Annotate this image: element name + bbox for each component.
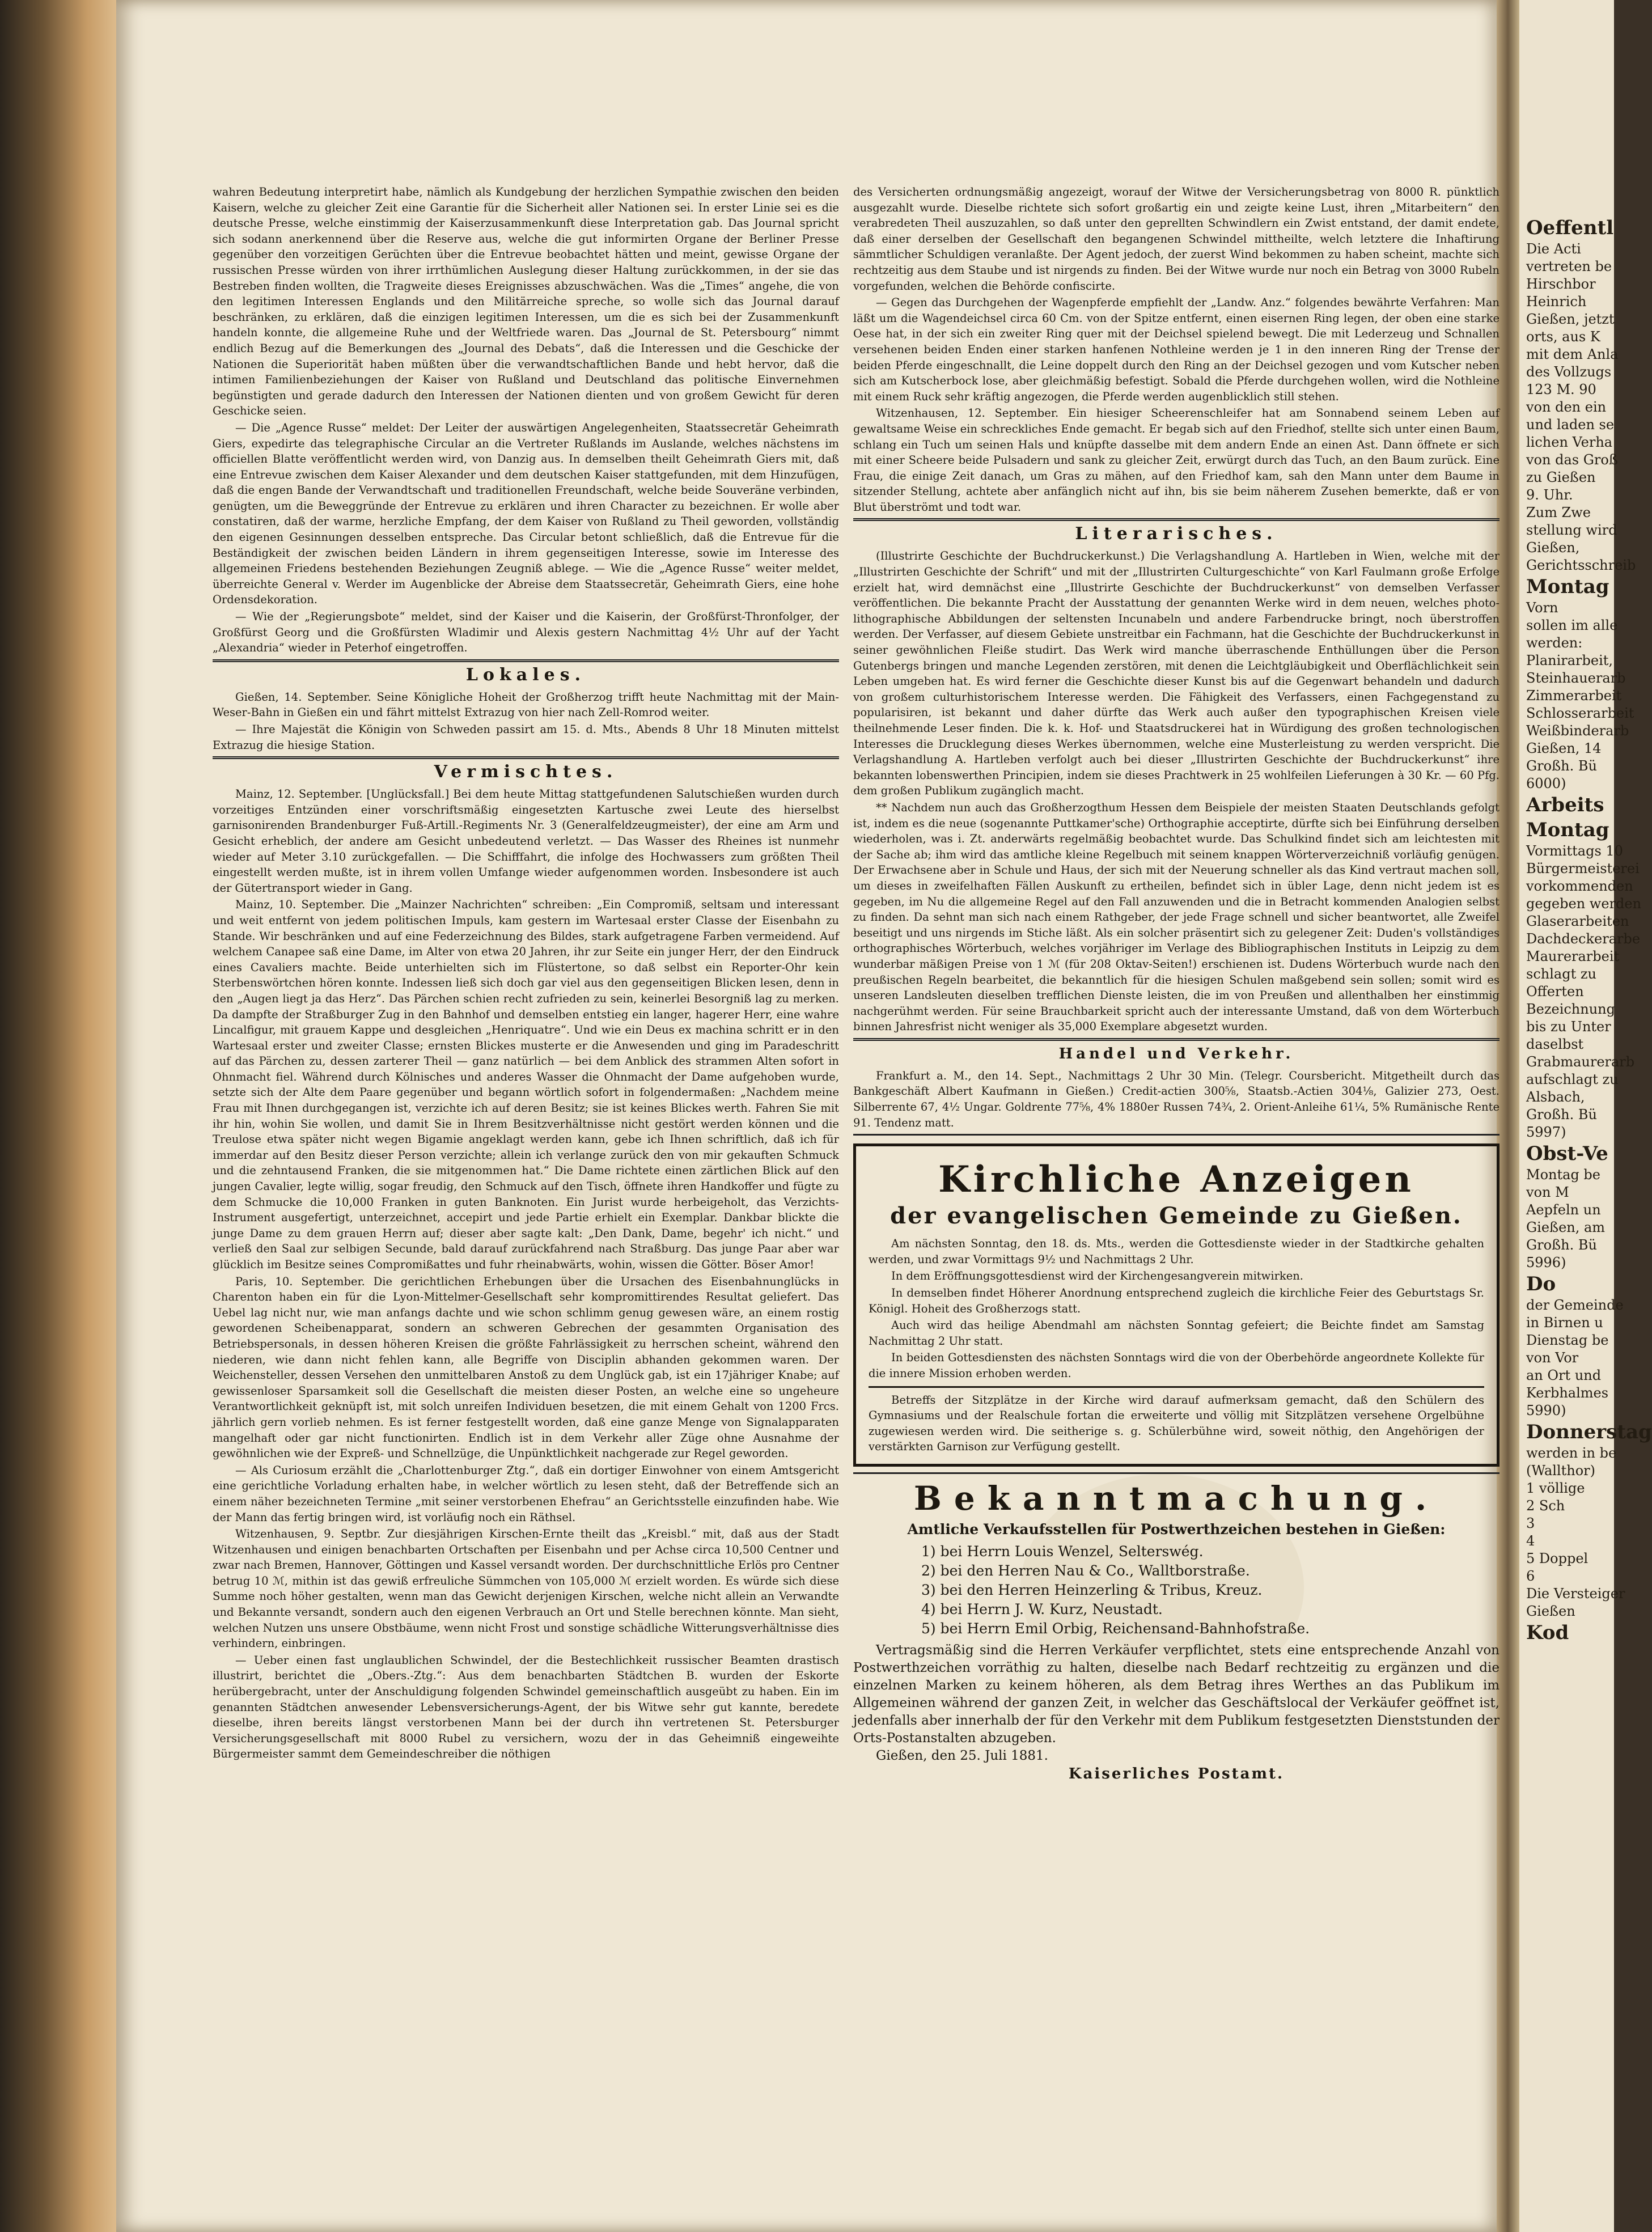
adjacent-page-line: Hirschbor — [1526, 276, 1596, 292]
adjacent-page-line: Schlosserarbeit — [1526, 705, 1634, 721]
adjacent-page-line: Alsbach, — [1526, 1089, 1585, 1105]
article-paragraph: — Ueber einen fast unglaublichen Schwindel, der die Bestechlichkeit russischer Beamten drastisch illustrirt, berichtet die „Obers.-Ztg.“: Aus dem benachbarten Städtchen B. wurden der Eskorte herübergebracht, unter der Anschuldigung folgenden Schwindel gemeinschaftlich ausgeübt zu haben. Ein im genannten Städtchen anwesender Lebensversicherungs-Agent, der bis Witwe sehr gut kannte, beredete dieselbe, ihren bereits längst verstorbenen Mann bei der durch ihn vertretenen St. Petersburger Versicherungsgesellschaft mit 8000 Rubel zu versichern, wozu der in das Geheimniß eingeweihte Bürgermeister sammt dem Gemeindeschreiber die nöthigen — [213, 1653, 839, 1761]
adjacent-page-line: orts, aus K — [1526, 329, 1600, 345]
adjacent-page-line: Großh. Bü — [1526, 1107, 1597, 1123]
adjacent-page-line: lichen Verha — [1526, 434, 1613, 450]
adjacent-page-line: 9. Uhr. — [1526, 487, 1573, 503]
article-paragraph: — Gegen das Durchgehen der Wagenpferde empfiehlt der „Landw. Anz.“ folgendes bewährte Verfahren: Man läßt um die Wagendeichsel circa 60 Cm. von der Spitze entfernt, einen eisernen Ring legen, der oben eine starke Oese hat, in der sich ein zweiter Ring quer mit der Deichsel spielend bewegt. Die mit Lederzeug und Schnallen versehenen beiden Enden einer starken hanfenen Nothleine werden je 1 in den inneren Ring der Trense der beiden Pferde eingeschnallt, die Leine doppelt durch den Ring an der Deichsel gezogen und vom Kutscher neben sich am Kutscherbock lose, aber gleichmäßig befestigt. Sobald die Pferde durchgehen wollen, wird die Nothleine mit einem Ruck sehr kräftig angezogen, die Pferde werden augenblicklich still stehen. — [853, 296, 1499, 403]
adjacent-page-line: Montag — [1526, 819, 1609, 841]
adjacent-page-line: von den ein — [1526, 399, 1607, 415]
section-title-lokales: Lokales. — [465, 664, 586, 685]
adjacent-page-line: gegeben werden — [1526, 896, 1642, 912]
adjacent-page-line: 5 Doppel — [1526, 1551, 1589, 1566]
adjacent-page-line: Zum Zwe — [1526, 505, 1591, 520]
section-title-handel: Handel und Verkehr. — [1058, 1045, 1294, 1062]
notice-title: Bekanntmachung. — [913, 1479, 1439, 1518]
adjacent-page-line: von M — [1526, 1184, 1569, 1200]
adjacent-page-line: 6 — [1526, 1568, 1535, 1584]
adjacent-page-line: Kod — [1526, 1621, 1569, 1644]
right-column — [853, 184, 1499, 1782]
announcement-paragraph: In beiden Gottesdiensten des nächsten Sonntags wird die von der Oberbehörde angeordnete Kollekte für die innere Mission erhoben werden. — [869, 1351, 1484, 1380]
article-paragraph: Witzenhausen, 12. September. Ein hiesiger Scheerenschleifer hat am Sonnabend seinem Leben auf gewaltsame Weise ein schreckliches Ende gemacht. Er begab sich auf den Friedhof, stellte sich unter einen Baum, schlang ein Tuch um seinen Hals und knüpfte dasselbe mit dem andern Ende an einen Ast. Dann öffnete er sich mit einer Scheere beide Pulsadern und sank zu gleicher Zeit, erwürgt durch das Tuch, an den Baum zurück. Eine Frau, die einige Zeit danach, um Gras zu mähen, auf den Friedhof kam, sah den Mann unter dem Baume in sitzender Stellung, achtete aber anfänglich nicht auf ihn, bis sie beim näherem Zusehen bemerkte, daß er von Blut überströmt und todt war. — [853, 406, 1499, 514]
list-item: 1) bei Herrn Louis Wenzel, Selterswég. — [921, 1543, 1204, 1560]
church-announcement-subtitle: der evangelischen Gemeinde zu Gießen. — [890, 1202, 1463, 1230]
adjacent-page-line: und laden se — [1526, 417, 1615, 433]
sales-points-list — [921, 1542, 1499, 1638]
adjacent-page-line: Montag be — [1526, 1167, 1600, 1183]
adjacent-page-line: Großh. Bü — [1526, 1237, 1597, 1253]
section-divider — [853, 1038, 1499, 1041]
adjacent-page-line: 2 Sch — [1526, 1498, 1565, 1514]
adjacent-page-line: werden in be — [1526, 1445, 1617, 1461]
adjacent-page-line: 3 — [1526, 1515, 1535, 1531]
article-paragraph: Paris, 10. September. Die gerichtlichen Erhebungen über die Ursachen des Eisenbahnunglücks in Charenton haben ein für die Lyon-Mittelmer-Gesellschaft sehr kompromittirendes Resultat geliefert. Das Uebel lag nicht nur, wie man anfangs dachte und wie schon schlimm genug gewesen wäre, an einem rostig gewordenen Scheibenapparat, sondern an schweren Gebrechen der gesammten Organisation des Betriebspersonals, in dessen höheren Kreisen die größte Fahrlässigkeit zu herrschen scheint, während den niederen, wie dann nicht fehlen kann, alle Begriffe von Disciplin abhanden gekommen waren. Der Weichensteller, dessen Versehen den unmittelbaren Anstoß zu dem Unglück gab, ist ein 17jähriger Knabe; auf gewissenloser Sparsamkeit soll die Gesellschaft die meisten dieser Posten, an welche eine so ungeheure Verantwortlichkeit geknüpft ist, mit solch unreifen Individuen besetzen, die mit einem Gehalt von 1200 Frcs. jährlich gern vorlieb nehmen. Es ist ferner festgestellt worden, daß eine ganze Menge von Signalapparaten mangelhaft oder gar nicht functionirten. Endlich ist in dem Verkehr aller Züge ohne Ausnahme der gewöhnlichen wie der Expreß- und Schnellzüge, die Unpünktlichkeit nachgerade zur Regel geworden. — [213, 1274, 839, 1460]
article-paragraph: Frankfurt a. M., den 14. Sept., Nachmittags 2 Uhr 30 Min. (Telegr. Coursbericht. Mitgetheilt durch das Bankgeschäft Albert Kaufmann in Gießen.) Credit-actien 300⅝, Staatsb.-Actien 304⅛, Galizier 273, Oest. Silberrente 67, 4½ Ungar. Goldrente 77⅝, 4% 1880er Russen 74¾, 2. Orient-Anleihe 61¼, 5% Rumänische Rente 91. Tendenz matt. — [853, 1069, 1499, 1129]
section-divider — [853, 1472, 1499, 1474]
adjacent-page-text — [1526, 215, 1652, 1645]
book-edge — [0, 0, 125, 2232]
adjacent-page-line: Weißbinderarb — [1526, 723, 1629, 739]
adjacent-page-line: Gießen, 14 — [1526, 740, 1602, 756]
article-paragraph: Mainz, 12. September. [Unglücksfall.] Bei dem heute Mittag stattgefundenen Salutschießen wurden durch vorzeitiges Entzünden einer vorschriftsmäßig eingesetzten Kartusche zwei Leute des hierselbst garnisonirenden Brandenburger Fuß-Artill.-Regiments Nr. 3 (Generalfeldzeugmeister), der eine am Arm und Gesicht erheblich, der andere am Gesicht unbedeutend verletzt. — Das Wasser des Rheines ist nunmehr wieder auf Meter 3.10 zurückgefallen. — Die Schifffahrt, die infolge des Hochwassers zum größten Theil eingestellt werden mußte, ist in ihrem vollen Umfange wieder aufgenommen worden. Insbesondere ist auch der Gütertransport wieder in Gang. — [213, 787, 839, 895]
adjacent-page-line: Montag — [1526, 575, 1609, 598]
adjacent-page-line: 6000) — [1526, 776, 1566, 791]
announcement-paragraph: In dem Eröffnungsgottesdienst wird der Kirchengesangverein mitwirken. — [891, 1269, 1304, 1283]
adjacent-page-line: aufschlagt zu — [1526, 1071, 1619, 1087]
adjacent-page-line: vorkommenden — [1526, 878, 1633, 894]
adjacent-page-line: sollen im alle — [1526, 617, 1618, 633]
notice-subtitle: Amtliche Verkaufsstellen für Postwerthzeichen bestehen in Gießen: — [907, 1521, 1446, 1538]
adjacent-page-line: des Vollzugs — [1526, 364, 1612, 380]
adjacent-page-line: Do — [1526, 1273, 1556, 1295]
church-announcement-title: Kirchliche Anzeigen — [938, 1158, 1414, 1201]
notice-date: Gießen, den 25. Juli 1881. — [876, 1748, 1048, 1763]
article-paragraph: — Als Curiosum erzählt die „Charlottenburger Ztg.“, daß ein dortiger Einwohner von einem Amtsgericht eine gerichtliche Vorladung erhalten habe, in welcher wörtlich zu lesen steht, daß der Betreffende sich an einem näher bezeichneten Termine „mit seiner verstorbenen Ehefrau“ an Gerichtsstelle einzufinden habe. Wie der Mann das fertig bringen wird, ist vorläufig noch ein Räthsel. — [213, 1463, 839, 1524]
list-item: 3) bei den Herren Heinzerling & Tribus, Kreuz. — [921, 1581, 1263, 1598]
adjacent-page-line: Kerbhalmes — [1526, 1385, 1609, 1401]
adjacent-page-line: Steinhauerarb — [1526, 670, 1626, 686]
left-column — [213, 184, 839, 1763]
adjacent-page-line: von das Groß — [1526, 452, 1618, 468]
adjacent-page-line: (Wallthor) — [1526, 1463, 1595, 1479]
article-paragraph: — Wie der „Regierungsbote“ meldet, sind der Kaiser und die Kaiserin, der Großfürst-Thronfolger, der Großfürst Georg und die Großfürsten Wladimir und Alexis gestern Nachmittag 4½ Uhr auf der Yacht „Alexandria“ wieder in Peterhof eingetroffen. — [213, 610, 839, 655]
adjacent-page-line: Gießen, — [1526, 540, 1580, 556]
announcement-paragraph: Betreffs der Sitzplätze in der Kirche wird darauf aufmerksam gemacht, daß den Schülern des Gymnasiums und der Realschule fortan die erweiterte und völlig mit Sitzplätzen versehene Orgelbühne zugewiesen werden wird. Die seitherige s. g. Schülerbühne wird, soweit nöthig, den Angehörigen der verstärkten Garnison zur Verfügung gestellt. — [869, 1393, 1484, 1454]
adjacent-page-line: werden: — [1526, 635, 1583, 651]
notice-body: Vertragsmäßig sind die Herren Verkäufer verpflichtet, stets eine entsprechende Anzahl von Postwerthzeichen vorräthig zu halten, dieselbe nach Bedarf rechtzeitig zu ergänzen und die einzelnen Marken zu keinem höheren, als dem Betrag ihres Werthes an das Publikum im Allgemeinen während der ganzen Zeit, in welcher das Geschäftslocal der Verkäufer geöffnet ist, jedenfalls aber innerhalb der für den Verkehr mit dem Publikum festgesetzten Dienststunden der Orts-Postanstalten abzugeben. — [853, 1642, 1499, 1746]
adjacent-page-line: Aepfeln un — [1526, 1202, 1601, 1218]
adjacent-page-line: Vorn — [1526, 600, 1558, 616]
adjacent-page-line: Gerichtsschreib — [1526, 557, 1636, 573]
adjacent-page-line: mit dem Anla — [1526, 346, 1619, 362]
section-title-vermischtes: Vermischtes. — [434, 762, 618, 782]
adjacent-page-line: Zimmerarbeit — [1526, 688, 1622, 704]
adjacent-page-line: Dienstag be — [1526, 1332, 1609, 1348]
article-paragraph: ** Nachdem nun auch das Großherzogthum Hessen dem Beispiele der meisten Staaten Deutschlands gefolgt ist, indem es die neue (sogenannte Puttkamer'sche) Orthographie acceptirte, dürfte sich bei Einführung derselben wiederholen, was i. Zt. anderwärts regelmäßig beobachtet wurde. Das Schulkind findet sich am leichtesten mit der Sache ab; ihm wird das amtliche kleine Regelbuch mit seinem knappen Wörterverzeichniß vorläufig genügen. Der Erwachsene aber in Schule und Haus, der sich mit der Neuerung schneller als das Kind vertraut machen soll, um dieses in zweifelhaften Fällen Auskunft zu ertheilen, befindet sich in übler Lage, denn nicht jedem ist es gegeben, im Nu die allgemeine Regel auf den Fall anzuwenden und die in Betracht kommenden Analogien selbst zu finden. Da sehnt man sich nach einem Rathgeber, der jede Frage schnell und sicher beantwortet, alle Zweifel beseitigt und uns nirgends im Stiche läßt. Als ein solcher präsentirt sich zu gelegener Zeit: Duden's vollständiges orthographisches Wörterbuch, welches vorjähriger im Verlage des Bibliographischen Instituts in Leipzig zu dem wunderbar mäßigen Preise von 1 ℳ (für 208 Oktav-Seiten!) erschienen ist. Dudens Wörterbuch wurde nach den preußischen Regeln bearbeitet, die bekanntlich für die hiesigen Schulen maßgebend sein sollen; somit wird es unseren Landsleuten dieselben trefflichen Dienste leisten, die im von Preußen und allenthalben her einstimmig nachgerühmt werden. Für seine Brauchbarkeit spricht auch der interessante Umstand, daß von dem Wörterbuch binnen Jahresfrist nicht weniger als 35,000 Exemplare abgesetzt wurden. — [853, 801, 1499, 1034]
adjacent-page-line: Großh. Bü — [1526, 758, 1597, 774]
adjacent-page-line: Maurerarbeit — [1526, 948, 1620, 964]
adjacent-page-line: Offerten — [1526, 984, 1584, 999]
adjacent-page-line: Heinrich — [1526, 294, 1587, 310]
adjacent-page-line: daselbst — [1526, 1036, 1584, 1052]
adjacent-page-line: 4 — [1526, 1533, 1535, 1549]
adjacent-page-line: 123 M. 90 — [1526, 382, 1596, 397]
adjacent-page-line: stellung wird — [1526, 522, 1617, 538]
adjacent-page-line: Gießen, jetzt — [1526, 311, 1615, 327]
adjacent-page-line: Die Versteiger — [1526, 1586, 1625, 1602]
adjacent-page-line: Planirarbeit, — [1526, 653, 1613, 668]
article-paragraph: — Ihre Majestät die Königin von Schweden passirt am 15. d. Mts., Abends 8 Uhr 18 Minuten mittelst Extrazug die hiesige Station. — [213, 723, 839, 752]
section-title-literarisches: Literarisches. — [1075, 524, 1278, 544]
adjacent-page-line: bis zu Unter — [1526, 1019, 1611, 1035]
article-paragraph: des Versicherten ordnungsmäßig angezeigt, worauf der Witwe der Versicherungsbetrag von 8000 R. pünktlich ausgezahlt wurde. Dieselbe richtete sich sofort großartig ein und zeigte keine Lust, ihren „Mitarbeitern“ den verabredeten Theil auszuzahlen, so daß unter den geprellten Schwindlern ein Zwist entstand, der damit endete, daß einer derselben der Gesellschaft den begangenen Schwindel mittheilte, welch letztere die Inhaftirung sämmtlicher Schuldigen veranlaßte. Der Agent jedoch, der zuerst Wind bekommen zu haben scheint, machte sich rechtzeitig aus dem Staube und ist nirgends zu finden. Bei der Witwe wurde nur noch ein Betrag von 3000 Rubeln vorgefunden, welchen die Behörde confiscirte. — [853, 185, 1499, 293]
adjacent-page-line: 5996) — [1526, 1255, 1566, 1270]
adjacent-page-line: Grabmaurerarb — [1526, 1054, 1635, 1070]
adjacent-page-line: Bürgermeisterei — [1526, 861, 1640, 876]
list-item: 4) bei Herrn J. W. Kurz, Neustadt. — [921, 1600, 1163, 1617]
article-paragraph: Witzenhausen, 9. Septbr. Zur diesjährigen Kirschen-Ernte theilt das „Kreisbl.“ mit, daß aus der Stadt Witzenhausen und einigen benachbarten Ortschaften per Eisenbahn und per Achse circa 10,500 Centner und zwar nach Bremen, Hannover, Göttingen und Kassel versandt worden. Der durchschnittliche Erlös pro Centner betrug 10 ℳ, mithin ist das gewiß erfreuliche Sümmchen von 105,000 ℳ erzielt worden. Es würde sich diese Summe noch höher gestalten, wenn man das Gewicht derjenigen Kirschen, welche nicht allein an Verwandte und Bekannte versandt, sondern auch den eigenen Verbrauch an Ort und Stelle berechnen könnte. Man sieht, welchen Nutzen uns unsere Obstbäume, wenn nicht Frost und sonstige schädliche Witterungsverhältnisse dies verhindern, einbringen. — [213, 1527, 839, 1650]
adjacent-page-line: 5990) — [1526, 1403, 1566, 1418]
article-paragraph: (Illustrirte Geschichte der Buchdruckerkunst.) Die Verlagshandlung A. Hartleben in Wien, welche mit der „Illustrirten Geschichte der Schrift“ und mit der „Illustrirten Culturgeschichte“ von Karl Faulmann große Erfolge erzielt hat, wird demnächst eine „Illustrirte Geschichte der Buchdruckerkunst“ von demselben Verfasser veröffentlichen. Die bekannte Pracht der Ausstattung der genannten Werke wird in dem neuen, welches photo-lithographische Abbildungen der seltensten Incunabeln und andere Farbendrucke bringt, noch überstroffen werden. Der Verfasser, auf diesem Gebiete unstreitbar ein Fachmann, hat die Geschichte der Buchdruckerkunst in seiner gewöhnlichen Fleiße studirt. Das Werk wird manche überraschende Enthüllungen über die Person Gutenbergs bringen und manche Legenden zerstören, mit denen die Leichtgläubigkeit und Oberflächlichkeit sein Leben umgeben hat. Es wird ferner die Geschichte dieser Kunst bis auf die Gegenwart behandeln und dadurch von großem culturhistorischem Interesse werden. Die Fähigkeit des Verfassers, einen Fachgegenstand zu popularisiren, ist bekannt und daher dürfte das Werk auch außer den typographischen Kreisen viele theilnehmende Leser finden. Die k. k. Hof- und Staatsdruckerei hat in Würdigung des großen technologischen Interesses die Drucklegung dieses Werkes übernommen, welche eine Musterleistung zu werden verspricht. Die Verlagshandlung A. Hartleben verfolgt auch bei dieser „Illustrirten Geschichte der Buchdruckerkunst“ ihre bekannten lobenswerthen Principien, indem sie dieses Prachtwerk in 25 wohlfeilen Lieferungen à 30 Kr. — 60 Pfg. dem großen Publikum zugänglich macht. — [853, 549, 1499, 798]
article-paragraph: Mainz, 10. September. Die „Mainzer Nachrichten“ schreiben: „Ein Compromiß, seltsam und interessant und weit entfernt von jedem politischen Impuls, kam gestern im Wartesaal erster Classe der Eisenbahn zu Stande. Wir beschränken und auf eine Federzeichnung des Bildes, stark aufgetragene Farben vermeidend. Auf welchem Canapee saß eine Dame, im Alter von etwa 20 Jahren, ihr zur Seite ein junger Herr, der den Eindruck eines Cavaliers machte. Beide unterhielten sich im Flüstertone, so daß selbst ein Reporter-Ohr kein Sterbenswörtchen hören konnte. Indessen ließ sich doch gar viel aus den gegenseitigen Blicken lesen, denn in den „Augen liegt ja das Herz“. Das Pärchen schien recht zufrieden zu sein, keinerlei Besorgniß lag zu merken. Da dampfte der Straßburger Zug in den Bahnhof und demselben entstieg ein langer, hagerer Herr, eine wahre Lincalfigur, mit grauem Kappe und desgleichen „Henriquatre“. Und wie ein Deus ex machina schritt er in den Wartesaal erster und zweiter Classe; ernsten Blickes musterte er die Anwesenden und ging im Paradeschritt auf das Pärchen zu, dessen zarterer Theil — ganz natürlich — bei dem Anblick des strammen Alten sofort in Ohnmacht fiel. Während durch Kölnisches und anderes Wasser die Ohnmacht der Dame aufgehoben wurde, setzte sich der Alte dem Paare gegenüber und begann wörtlich sofort in folgendermaßen: „Nachdem meine Frau mit Ihnen durchgegangen ist, verzichte ich auf deren Besitz; sie ist keines Blickes werth. Fahren Sie mit ihr hin, wohin Sie wollen, und damit Sie in Ihrem Besitzverhältnisse nicht gestört werden können und die Treulose etwa später nicht wegen Bigamie angeklagt werden kann, gebe ich Ihnen schriftlich, daß ich für immerdar auf den Besitz dieser Person verzichte; allein ich verlange zurück den von mir gekauften Schmuck und die zehntausend Franken, die sie mitgenommen hat.“ Die Dame richtete einen zärtlichen Blick auf den jungen Cavalier, legte willig, sogar freudig, den Schmuck auf den Tisch, öffnete ihren Handkoffer und fügte zu dem Schmucke die 10,000 Franken in guten Banknoten. Ein Jurist wurde herbeigeholt, das Verzichts-Instrument ausgefertigt, unterzeichnet, accepirt und jede Partie erhielt ein Exemplar. Dankbar blickte die junge Dame zu dem grauen Herrn auf; dieser aber sagte kalt: „Den Dank, Dame, begehr' ich nicht.“ und verließ den Saal zur selbigen Secunde, bald darauf zurückfahrend nach Straßburg. Das junge Paar aber war glücklich im Besitze seines Compromißattes und fuhr rheinabwärts, wohin, wissen die Götter. Böser Amor! — [213, 898, 839, 1271]
adjacent-page-line: von Vor — [1526, 1350, 1579, 1366]
adjacent-page-line: Vormittags 10 — [1526, 843, 1623, 859]
adjacent-page-line: an Ort und — [1526, 1367, 1602, 1383]
page-gutter — [1497, 0, 1519, 2232]
adjacent-page-line: Dachdeckerarbe — [1526, 931, 1641, 947]
announcement-paragraph: In demselben findet Höherer Anordnung entsprechend zugleich die kirchliche Feier des Geburtstags Sr. Königl. Hoheit des Großherzogs statt. — [869, 1286, 1484, 1315]
announcement-paragraph: Auch wird das heilige Abendmahl am nächsten Sonntag gefeiert; die Beichte findet am Samstag Nachmittag 2 Uhr statt. — [869, 1319, 1484, 1348]
adjacent-page-line: 5997) — [1526, 1124, 1566, 1140]
adjacent-page-line: Arbeits — [1526, 794, 1604, 816]
notice-signature: Kaiserliches Postamt. — [1068, 1765, 1285, 1782]
list-item: 5) bei Herrn Emil Orbig, Reichensand-Bahnhofstraße. — [921, 1620, 1310, 1637]
announcement-paragraph: Am nächsten Sonntag, den 18. ds. Mts., werden die Gottesdienste wieder in der Stadtkirche gehalten werden, und zwar Vormittags 9½ und Nachmittags 2 Uhr. — [869, 1237, 1484, 1266]
church-announcement-box — [853, 1143, 1499, 1467]
section-divider — [213, 659, 839, 662]
adjacent-page-line: Gießen, am — [1526, 1219, 1606, 1235]
adjacent-page-line: Die Acti — [1526, 241, 1581, 257]
article-paragraph: wahren Bedeutung interpretirt habe, nämlich als Kundgebung der herzlichen Sympathie zwischen den beiden Kaisern, welche zu gleicher Zeit eine Garantie für die Sicherheit aller Nationen sei. In erster Linie sei es die deutsche Presse, welche einstimmig der Kaiserzusammenkunft diese Interpretation gab. Das Journal spricht sich sodann anerkennend über die Reserve aus, welche die gut informirten Organe der Berliner Presse gegenüber den vorzeitigen Gerüchten über die Entrevue beobachtet hätten und meint, gewisse Organe der russischen Presse würden von ihrer irrthümlichen Auslegung dieser Haltung zurückkommen, in der sie das Bestreben finden wollten, die Tragweite dieses Ereignisses abzuschwächen. Was die „Times“ angehe, die von den legitimen Interessen Englands und den Militärreiche spreche, so wolle sich das Journal darauf beschränken, zu erklären, daß die einzigen legitimen Interessen, um die es sich bei der Zusammenkunft handeln konnte, die allgemeine Ruhe und der Weltfriede waren. Das „Journal de St. Petersbourg“ nimmt endlich Bezug auf die Bemerkungen des „Journal des Debats“, daß die Interessen und die Geschicke der Nationen die Superiorität haben müßten über die verwandtschaftlichen Bande und hebt hervor, daß die intimen Familienbeziehungen der Kaiser von Rußland und Deutschland das politische Einvernehmen begünstigten und gerade dadurch den Interessen der Nationen dienten und von großem Gewicht für deren Geschicke seien. — [213, 185, 839, 418]
adjacent-page-line: Glaserarbeiten — [1526, 913, 1629, 929]
announcement-divider — [869, 1386, 1484, 1388]
adjacent-page-line: Obst-Ve — [1526, 1142, 1608, 1165]
section-divider — [853, 518, 1499, 521]
adjacent-page-line: in Birnen u — [1526, 1315, 1603, 1331]
adjacent-page-line: Donnerstag — [1526, 1421, 1652, 1443]
list-item: 2) bei den Herren Nau & Co., Walltborstraße. — [921, 1562, 1250, 1579]
article-paragraph: Gießen, 14. September. Seine Königliche Hoheit der Großherzog trifft heute Nachmittag mit der Main-Weser-Bahn in Gießen ein und fährt mittelst Extrazug von hier nach Zell-Romrod weiter. — [213, 690, 839, 719]
article-paragraph: — Die „Agence Russe“ meldet: Der Leiter der auswärtigen Angelegenheiten, Staatssecretär Geheimrath Giers, expedirte das telegraphische Circular an die Vertreter Rußlands im Auslande, welches nächstens im officiellen Blatte veröffentlicht werden wird, von Danzig aus. In demselben theilt Geheimrath Giers mit, daß eine Entrevue zwischen dem Kaiser Alexander und dem deutschen Kaiser stattgefunden, mit dem Hinzufügen, daß die engen Bande der Verwandtschaft und traditionellen Freundschaft, welche beide Souveräne verbinden, genügten, um die Beweggründe der Entrevue zu erklären und ihren Character zu bezeichnen. Er wolle aber constatiren, daß der warme, herzliche Empfang, der dem Kaiser von Rußland zu Theil geworden, vollständig den eigenen Gesinnungen desselben entspreche. Das Circular betont schließlich, daß die Entrevue für die Beständigkeit der zwischen beiden Ländern in ihrem gegenseitigen Interesse, sowie im Interesse des allgemeinen Friedens bestehenden Beziehungen Zeugniß ablege. — Wie die „Agence Russe“ weiter meldet, überreichte General v. Werder im Augenblicke der Abreise dem Staatssecretär, Geheimrath Giers, eine hohe Ordensdekoration. — [213, 421, 839, 607]
section-divider — [213, 756, 839, 759]
adjacent-page-line: 1 völlige — [1526, 1480, 1585, 1496]
adjacent-page-line: schlagt zu — [1526, 966, 1596, 982]
section-divider — [853, 1134, 1499, 1136]
adjacent-page-line: Bezeichnung — [1526, 1001, 1615, 1017]
adjacent-page-line: zu Gießen — [1526, 469, 1596, 485]
adjacent-page-line: Oeffentl — [1526, 217, 1614, 239]
adjacent-page-line: Gießen — [1526, 1603, 1575, 1619]
adjacent-page-line: vertreten be — [1526, 259, 1612, 274]
adjacent-page-line: der Gemeinde — [1526, 1297, 1624, 1313]
